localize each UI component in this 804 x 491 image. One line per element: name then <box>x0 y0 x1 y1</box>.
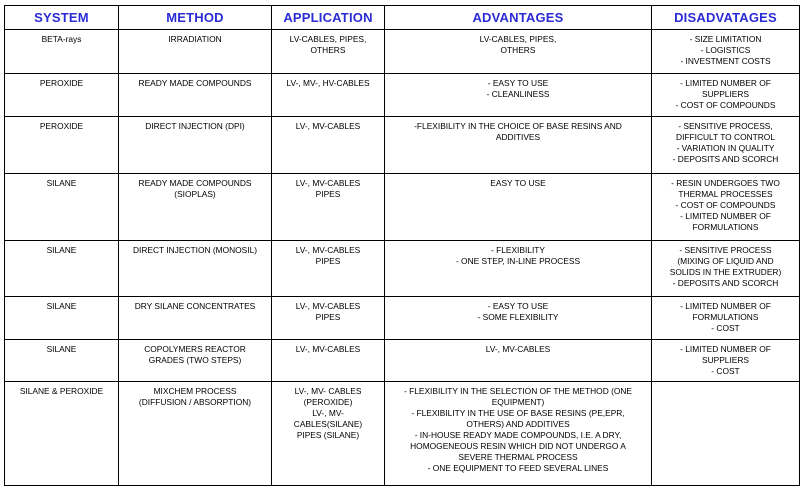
header-method: METHOD <box>119 6 272 30</box>
advantages-cell <box>385 74 652 117</box>
advantages-cell <box>385 297 652 340</box>
disadvantages-text-line: - COST OF COMPOUNDS <box>675 100 776 110</box>
system-cell <box>5 297 119 340</box>
advantages-text-line: ADDITIVES <box>495 132 541 142</box>
advantages-text-line: - ONE STEP, IN-LINE PROCESS <box>455 256 581 266</box>
application-text-line: PIPES (SILANE) <box>296 430 360 440</box>
disadvantages-text-line: THERMAL PROCESSES <box>678 189 773 199</box>
application-text-line: LV-, MV-CABLES <box>295 245 361 255</box>
disadvantages-text-line: - LOGISTICS <box>700 45 751 55</box>
disadvantages-cell <box>652 117 800 174</box>
advantages-text-line: -FLEXIBILITY IN THE CHOICE OF BASE RESINS AND <box>414 121 622 131</box>
application-text-line: PIPES <box>315 189 341 199</box>
system-cell <box>5 340 119 382</box>
advantages-text-line: SEVERE THERMAL PROCESS <box>458 452 578 462</box>
method-text-line: DRY SILANE CONCENTRATES <box>134 301 256 311</box>
application-cell <box>272 117 385 174</box>
disadvantages-text-line: - SIZE LIMITATION <box>689 34 762 44</box>
application-text-line: PIPES <box>315 312 341 322</box>
disadvantages-text-line: - COST <box>711 323 740 333</box>
application-text-line: LV-, MV-CABLES <box>295 178 361 188</box>
advantages-text-line: - CLEANLINESS <box>486 89 550 99</box>
method-text-line: (DIFFUSION / ABSORPTION) <box>138 397 252 407</box>
disadvantages-text-line: - COST <box>711 366 740 376</box>
method-text-line: GRADES (TWO STEPS) <box>148 355 242 365</box>
system-cell <box>5 74 119 117</box>
application-text-line: LV-, MV-CABLES <box>295 344 361 354</box>
disadvantages-cell <box>652 297 800 340</box>
disadvantages-cell <box>652 74 800 117</box>
method-text-line: MIXCHEM PROCESS <box>153 386 237 396</box>
application-cell <box>272 382 385 486</box>
advantages-cell <box>385 340 652 382</box>
method-text-line: (SIOPLAS) <box>174 189 216 199</box>
system-cell <box>5 382 119 486</box>
disadvantages-text-line: FORMULATIONS <box>692 222 759 232</box>
advantages-text-line: - SOME FLEXIBILITY <box>477 312 559 322</box>
application-cell <box>272 297 385 340</box>
advantages-cell <box>385 117 652 174</box>
system-text-line: PEROXIDE <box>39 78 84 88</box>
application-cell <box>272 241 385 297</box>
application-text-line: (PEROXIDE) <box>303 397 353 407</box>
application-cell <box>272 174 385 241</box>
advantages-text-line: - EASY TO USE <box>487 78 549 88</box>
method-text-line: READY MADE COMPOUNDS <box>138 78 252 88</box>
disadvantages-text-line: - LIMITED NUMBER OF <box>680 344 771 354</box>
system-text-line: BETA-rays <box>41 34 82 44</box>
table-row <box>5 117 800 174</box>
header-application: APPLICATION <box>272 6 385 30</box>
table-row <box>5 241 800 297</box>
advantages-text-line: - ONE EQUIPMENT TO FEED SEVERAL LINES <box>427 463 609 473</box>
advantages-text-line: - IN-HOUSE READY MADE COMPOUNDS, I.E. A DRY, <box>414 430 622 440</box>
application-text-line: LV-, MV-CABLES <box>295 301 361 311</box>
disadvantages-text-line: SOLIDS IN THE EXTRUDER) <box>669 267 782 277</box>
disadvantages-cell <box>652 174 800 241</box>
application-cell <box>272 74 385 117</box>
system-text-line: SILANE <box>46 301 77 311</box>
system-cell <box>5 241 119 297</box>
application-text-line: LV-, MV- <box>312 408 344 418</box>
application-cell <box>272 30 385 74</box>
header-advantages: ADVANTAGES <box>385 6 652 30</box>
disadvantages-text-line: - LIMITED NUMBER OF <box>680 211 771 221</box>
system-text-line: SILANE <box>46 245 77 255</box>
system-cell <box>5 117 119 174</box>
advantages-text-line: OTHERS) AND ADDITIVES <box>466 419 570 429</box>
method-cell <box>119 382 272 486</box>
system-cell <box>5 174 119 241</box>
disadvantages-text-line: SUPPLIERS <box>701 89 749 99</box>
advantages-cell <box>385 382 652 486</box>
method-text-line: COPOLYMERS REACTOR <box>144 344 246 354</box>
disadvantages-text-line: - DEPOSITS AND SCORCH <box>672 154 779 164</box>
application-text-line: LV-, MV-, HV-CABLES <box>286 78 370 88</box>
application-text-line: LV-, MV-CABLES <box>295 121 361 131</box>
method-text-line: DIRECT INJECTION (DPI) <box>145 121 245 131</box>
disadvantages-text-line: - SENSITIVE PROCESS <box>679 245 772 255</box>
disadvantages-text-line: - LIMITED NUMBER OF <box>680 301 771 311</box>
application-text-line: PIPES <box>315 256 341 266</box>
disadvantages-text-line: - INVESTMENT COSTS <box>680 56 771 66</box>
disadvantages-cell <box>652 30 800 74</box>
advantages-text-line: - EASY TO USE <box>487 301 549 311</box>
advantages-text-line: - FLEXIBILITY <box>491 245 545 255</box>
system-text-line: SILANE & PEROXIDE <box>19 386 104 396</box>
table-row <box>5 174 800 241</box>
system-text-line: SILANE <box>46 178 77 188</box>
disadvantages-text-line: - SENSITIVE PROCESS, <box>678 121 773 131</box>
header-system: SYSTEM <box>5 6 119 30</box>
table-row <box>5 382 800 486</box>
disadvantages-cell <box>652 340 800 382</box>
method-text-line: DIRECT INJECTION (MONOSIL) <box>132 245 258 255</box>
disadvantages-cell <box>652 382 800 486</box>
comparison-table <box>4 5 800 486</box>
system-text-line: PEROXIDE <box>39 121 84 131</box>
disadvantages-text-line: - RESIN UNDERGOES TWO <box>671 178 780 188</box>
advantages-cell <box>385 241 652 297</box>
table-row <box>5 297 800 340</box>
application-text-line: LV-, MV- CABLES <box>294 386 362 396</box>
method-text-line: READY MADE COMPOUNDS <box>138 178 252 188</box>
table-row <box>5 74 800 117</box>
disadvantages-cell <box>652 241 800 297</box>
advantages-text-line: HOMOGENEOUS RESIN WHICH DID NOT UNDERGO A <box>410 441 626 451</box>
method-cell <box>119 74 272 117</box>
application-text-line: OTHERS <box>310 45 346 55</box>
advantages-text-line: EQUIPMENT) <box>491 397 545 407</box>
advantages-cell <box>385 30 652 74</box>
system-text-line: SILANE <box>46 344 77 354</box>
system-cell <box>5 30 119 74</box>
application-text-line: LV-CABLES, PIPES, <box>289 34 367 44</box>
method-cell <box>119 30 272 74</box>
disadvantages-text-line: - VARIATION IN QUALITY <box>676 143 775 153</box>
advantages-text-line: - FLEXIBILITY IN THE SELECTION OF THE METHOD (ONE <box>403 386 633 396</box>
method-cell <box>119 340 272 382</box>
application-cell <box>272 340 385 382</box>
disadvantages-text-line: FORMULATIONS <box>692 312 759 322</box>
method-cell <box>119 174 272 241</box>
advantages-text-line: LV-CABLES, PIPES, <box>479 34 557 44</box>
disadvantages-text-line: - DEPOSITS AND SCORCH <box>672 278 779 288</box>
header-disadvantages: DISADVATAGES <box>652 6 800 30</box>
table-row <box>5 340 800 382</box>
disadvantages-text-line: (MIXING OF LIQUID AND <box>677 256 774 266</box>
disadvantages-text-line: DIFFICULT TO CONTROL <box>676 132 775 142</box>
method-cell <box>119 297 272 340</box>
header-row <box>5 6 800 30</box>
advantages-text-line: - FLEXIBILITY IN THE USE OF BASE RESINS (PE,EPR, <box>411 408 625 418</box>
table-row <box>5 30 800 74</box>
method-text-line: IRRADIATION <box>168 34 222 44</box>
advantages-text-line: EASY TO USE <box>490 178 546 188</box>
advantages-text-line: OTHERS <box>500 45 536 55</box>
disadvantages-text-line: - LIMITED NUMBER OF <box>680 78 771 88</box>
disadvantages-text-line: - COST OF COMPOUNDS <box>675 200 776 210</box>
method-cell <box>119 241 272 297</box>
method-cell <box>119 117 272 174</box>
disadvantages-text-line: SUPPLIERS <box>701 355 749 365</box>
advantages-cell <box>385 174 652 241</box>
advantages-text-line: LV-, MV-CABLES <box>485 344 551 354</box>
table-body <box>5 30 800 486</box>
application-text-line: CABLES(SILANE) <box>293 419 363 429</box>
